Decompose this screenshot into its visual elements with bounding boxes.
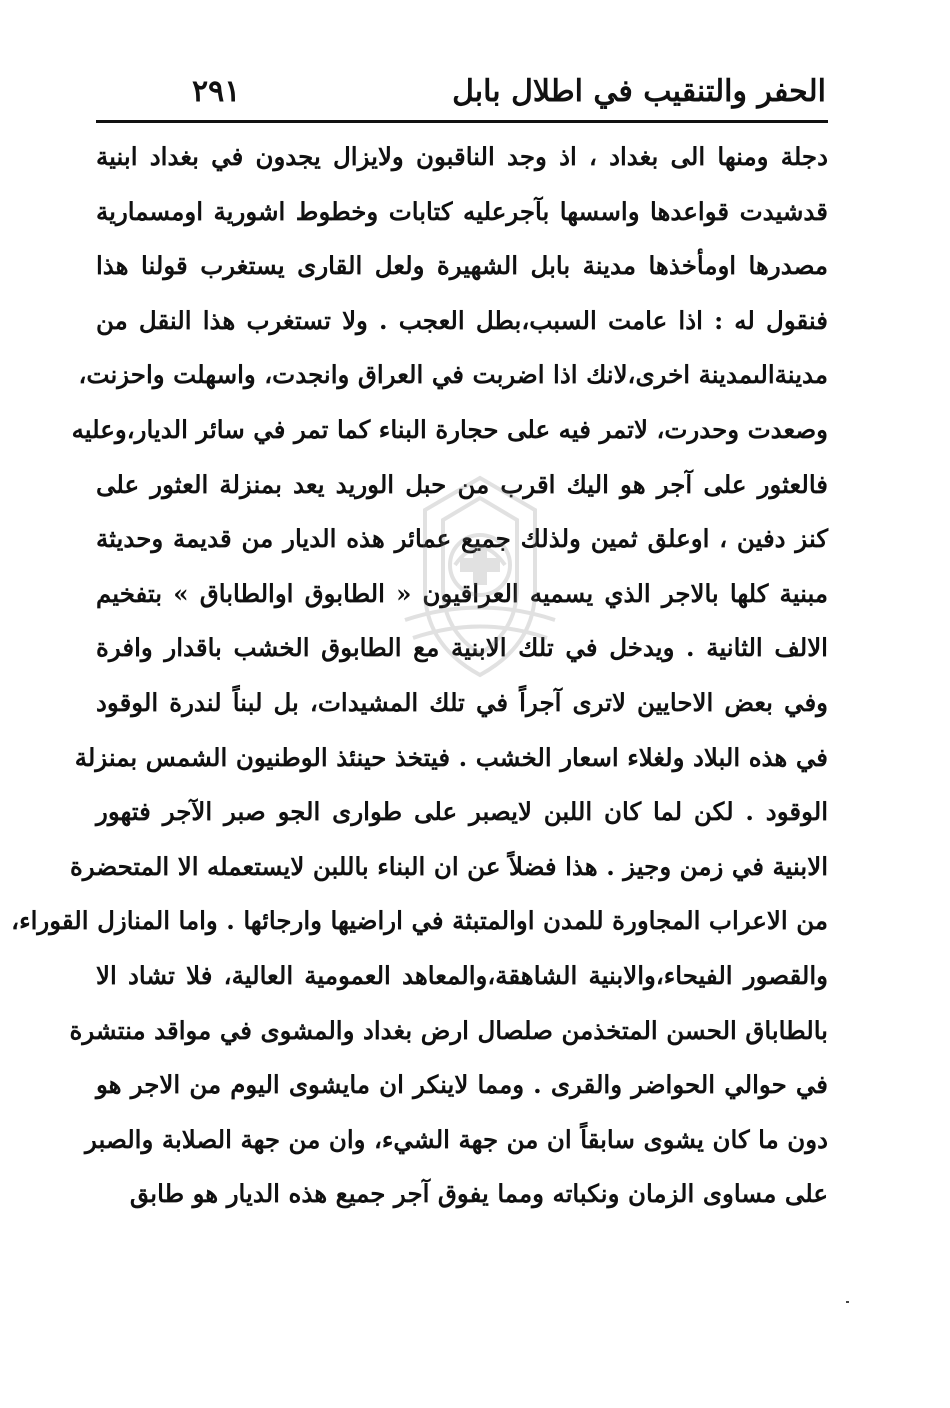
text-line: الالف الثانية . ويدخل في تلك الابنية مع الطابوق الخشب باقدار وافرة — [96, 633, 828, 663]
text-line: الوقود . لكن لما كان اللبن لايصبر على طوارى الجو صبر الآجر فتهور — [96, 797, 828, 827]
text-line: دجلة ومنها الى بغداد ، اذ وجد الناقبون ولايزال يجدون في بغداد ابنية — [96, 142, 828, 171]
text-line: مبنية كلها بالاجر الذي يسميه العراقيون « الطابوق اوالطاباق » بتفخيم — [96, 578, 828, 608]
text-line: وفي بعض الاحايين لاترى آجراً في تلك المشيدات، بل لبناً لندرة الوقود — [96, 687, 828, 717]
page-header — [96, 66, 826, 118]
text-line: كنز دفين ، اوعلق ثمين ولذلك جميع عمائر هذه الديار من قديمة وحديثة — [96, 524, 828, 554]
text-line: فالعثور على آجر هو اليك اقرب من حبل الوريد يعد بمنزلة العثور على — [96, 469, 828, 499]
running-title: الحفر والتنقيب في اطلال بابل — [452, 74, 826, 109]
text-line: وصعدت وحدرت، لاتمر فيه على حجارة البناء كما تمر في سائر الديار،وعليه — [71, 414, 828, 444]
text-line: دون ما كان يشوى سابقاً ان من جهة الشيء، وان من جهة الصلابة والصبر — [85, 1124, 828, 1154]
text-line: قدشيدت قواعدها واسسها بآجرعليه كتابات وخطوط اشورية اومسمارية — [96, 196, 828, 226]
text-line: في هذه البلاد ولغلاء اسعار الخشب . فيتخذ حينئذ الوطنيون الشمس بمنزلة — [74, 742, 828, 772]
text-line: في حوالي الحواضر والقرى . ومما لاينكر ان مايشوى اليوم من الاجر هو — [96, 1070, 828, 1100]
text-line: من الاعراب المجاورة للمدن اوالمتبثة في اراضيها وارجائها . واما المنازل القوراء، — [11, 906, 828, 936]
text-line: بالطاباق الحسن المتخذمن صلصال ارض بغداد والمشوى في مواقد منتشرة — [69, 1015, 828, 1045]
text-line: الابنية في زمن وجيز . هذا فضلاً عن ان البناء باللبن لايستعمله الا المتحضرة — [69, 851, 828, 881]
page-number: ٢٩١ — [192, 74, 241, 109]
body-text — [11, 130, 828, 1222]
scan-speck — [846, 1301, 849, 1303]
text-line: مدينةالىمدينة اخرى،لانك اذا اضربت في العراق وانجدت، واسهلت واحزنت، — [78, 360, 828, 390]
text-line: فنقول له : اذا عامت السبب،بطل العجب . ولا تستغرب هذا النقل من — [96, 305, 828, 335]
header-rule — [96, 120, 828, 123]
text-line: والقصور الفيحاء،والابنية الشاهقة،والمعاهد العمومية العالية، فلا تشاد الا — [96, 960, 828, 990]
text-line: مصدرها اومأخذها مدينة بابل الشهيرة ولعل القارى يستغرب قولنا هذا — [96, 251, 828, 281]
text-line: على مساوى الزمان ونكباته ومما يفوق آجر جميع هذه الديار هو طابق — [129, 1179, 828, 1209]
